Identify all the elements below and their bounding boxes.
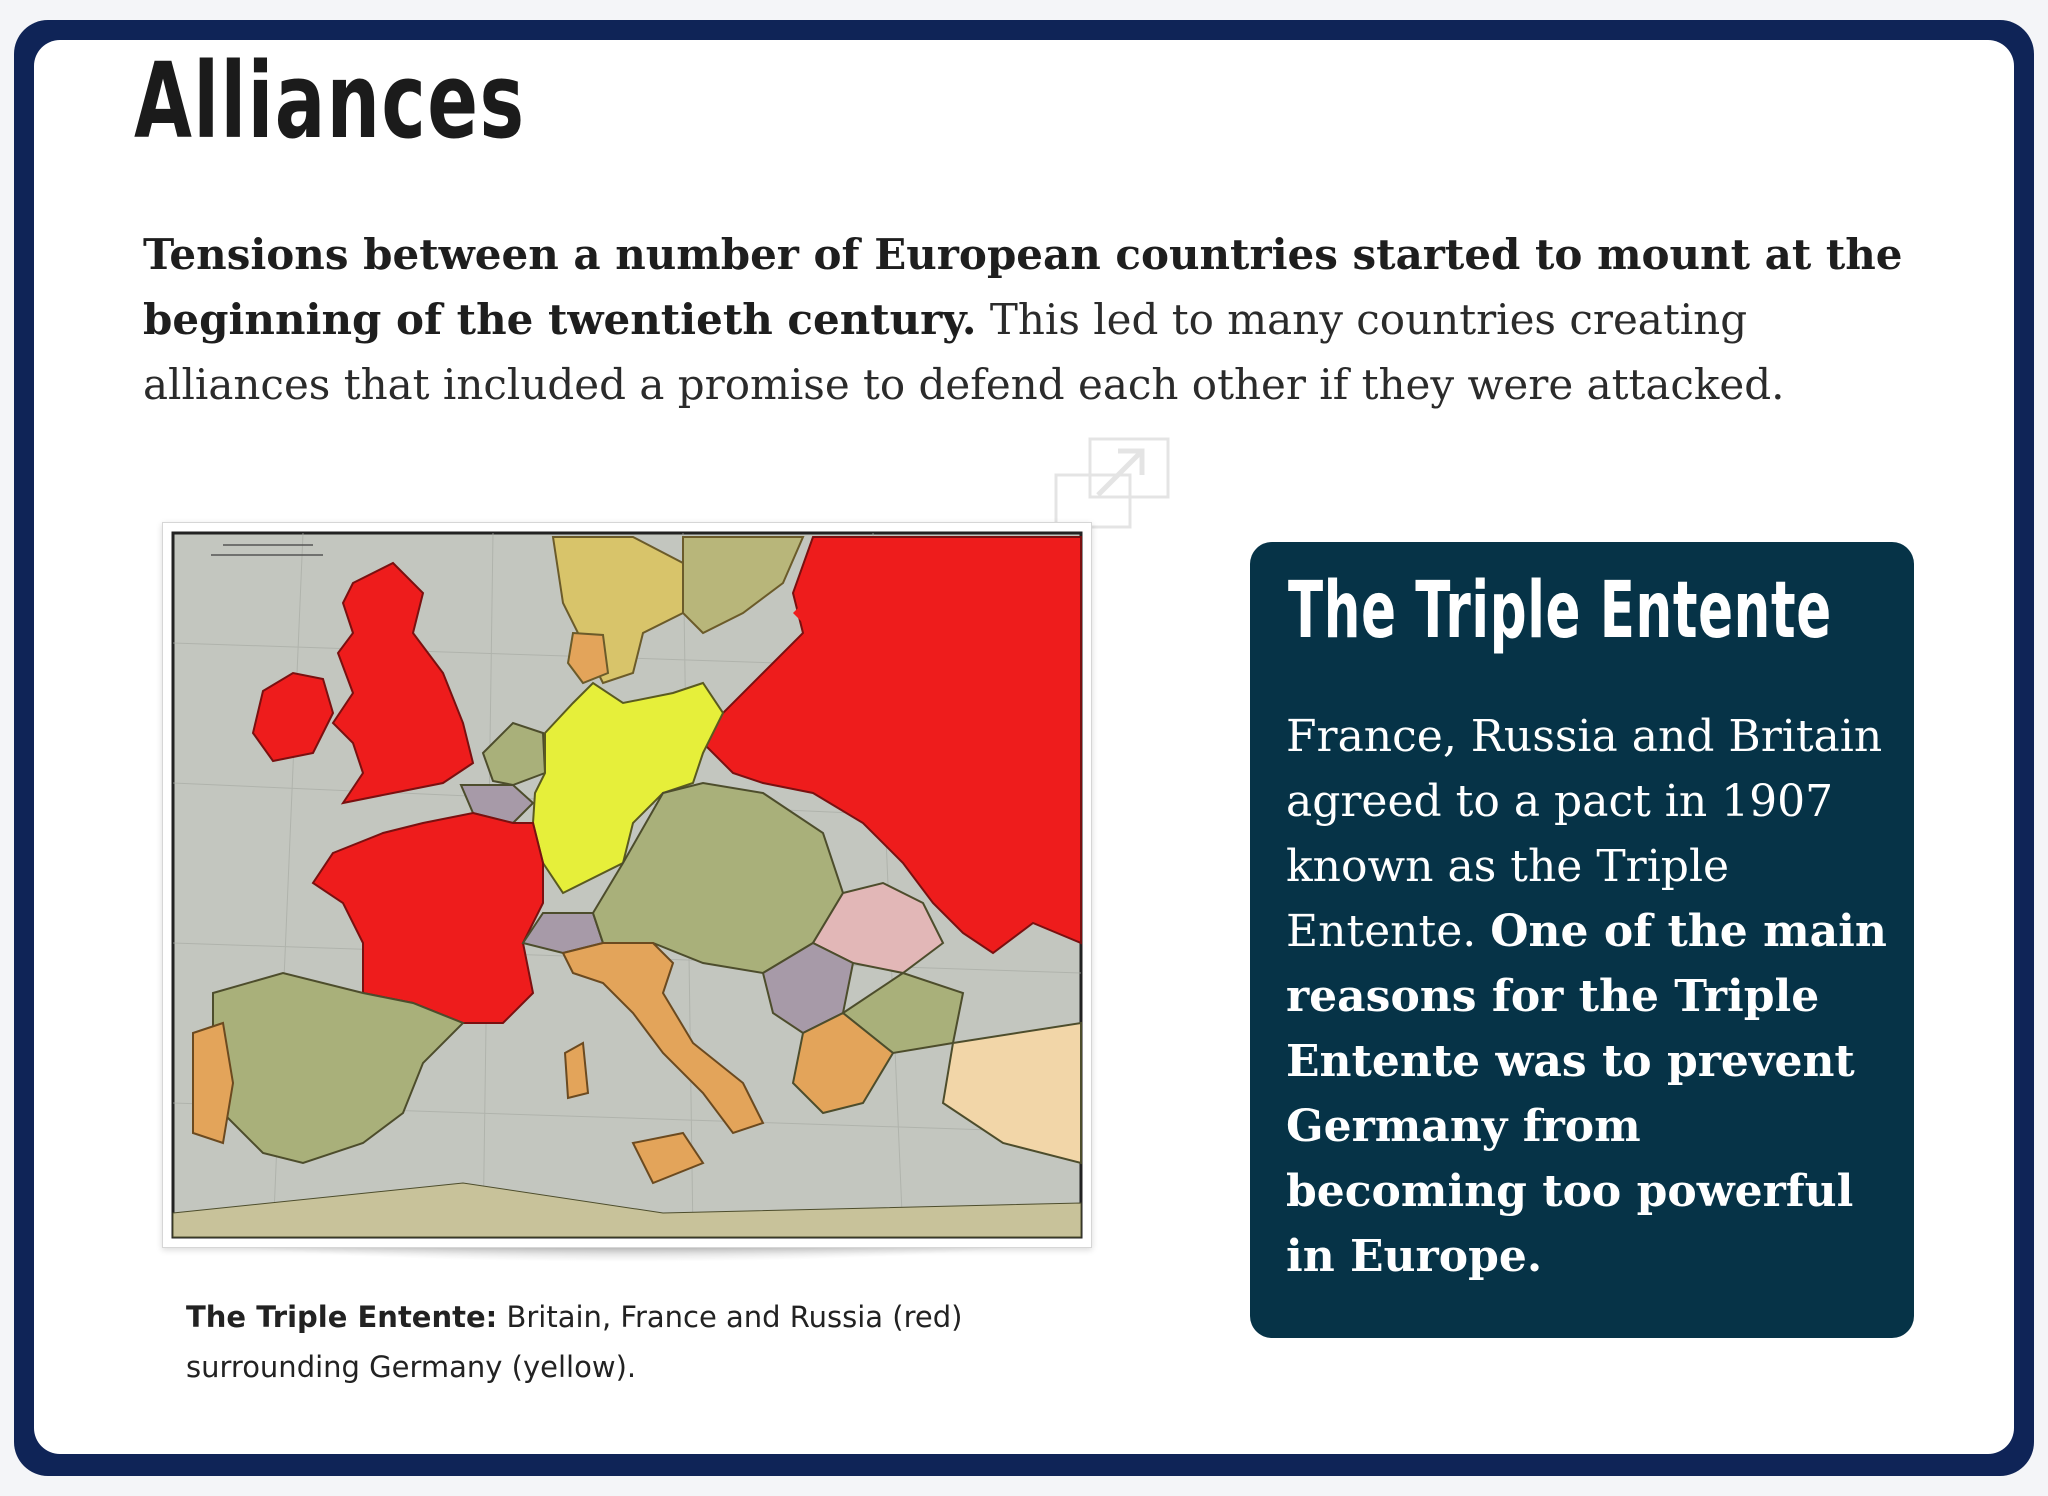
caption-bold-text: The Triple Entente: (186, 1300, 498, 1334)
map-of-europe-1914 (163, 523, 1091, 1247)
intro-paragraph (143, 222, 1943, 417)
expand-image-button[interactable] (1054, 437, 1172, 529)
map-figure (162, 522, 1090, 1262)
map-caption (186, 1292, 1086, 1392)
entente-body-text: France, Russia and Britain agreed to a pact in 1907 known as the Triple Entente. (1286, 711, 1883, 957)
intro-bold-text: Tensions between a number of European countries started to mount at the beginning of the twentieth century. (143, 230, 1903, 344)
entente-bold-text: One of the main reasons for the Triple Entente was to prevent Germany from becoming too powerful in Europe. (1286, 906, 1887, 1282)
triple-entente-title: The Triple Entente (1288, 566, 1832, 656)
triple-entente-text (1286, 704, 1896, 1289)
intro-text: This led to many countries creating alliances that included a promise to defend each other if they were attacked. (143, 295, 1785, 409)
europe-map-image[interactable] (162, 522, 1092, 1248)
page-title: Alliances (134, 40, 526, 162)
triple-entente-panel (1250, 542, 1914, 1338)
caption-text: Britain, France and Russia (red) surrounding Germany (yellow). (186, 1300, 963, 1384)
expand-icon (1054, 437, 1172, 529)
